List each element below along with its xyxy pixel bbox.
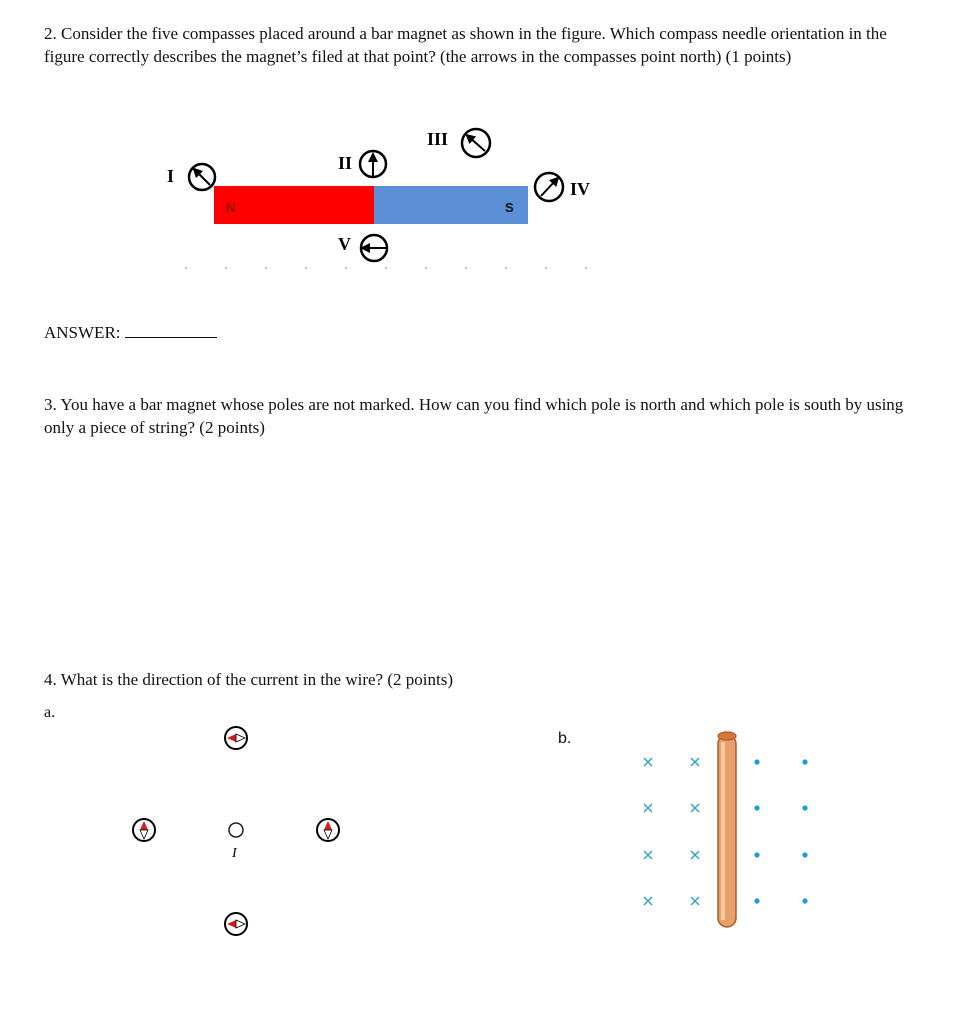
magnet-north-half <box>214 186 374 224</box>
part-b-label: b. <box>558 730 572 747</box>
current-label: I <box>232 846 237 861</box>
figure-4a <box>133 727 339 935</box>
bar-magnet-figure <box>167 129 610 268</box>
compass-I-label: I <box>167 166 175 186</box>
compass-4a-left <box>133 819 155 841</box>
compass-II-label: II <box>338 153 353 173</box>
dot-mark <box>802 805 807 810</box>
vertical-wire <box>718 732 736 927</box>
question-2-text: 2. Consider the five compasses placed around a bar magnet as shown in the figure. Which compass needle orientation in the figure correctly describes the magnet’s filed at that point? (the arrows in the compasses point north) (1 points) <box>44 24 887 66</box>
answer-blank[interactable] <box>125 323 217 338</box>
part-a-label: a. <box>44 704 56 721</box>
x-mark <box>691 897 699 905</box>
dot-mark <box>802 759 807 764</box>
compass-IV-label: IV <box>570 179 591 199</box>
x-mark <box>644 851 652 859</box>
answer-label: ANSWER: <box>44 323 121 342</box>
dot-mark <box>802 852 807 857</box>
compass-IV <box>535 173 563 201</box>
x-mark <box>644 804 652 812</box>
wire-cross-section <box>229 823 243 837</box>
compass-I <box>189 164 215 190</box>
compass-V <box>361 235 387 261</box>
answer-line <box>44 321 904 344</box>
field-out-of-page-marks <box>754 759 807 903</box>
x-mark <box>691 804 699 812</box>
compass-4a-top <box>225 727 247 749</box>
dot-mark <box>754 898 759 903</box>
question-4-text: 4. What is the direction of the current in the wire? (2 points) <box>44 670 453 689</box>
x-mark <box>691 758 699 766</box>
dot-mark <box>754 805 759 810</box>
x-mark <box>691 851 699 859</box>
dot-mark <box>802 898 807 903</box>
magnet-south-label: S <box>505 200 514 215</box>
dot-mark <box>754 759 759 764</box>
x-mark <box>644 758 652 766</box>
magnet-north-label: N <box>226 200 236 215</box>
x-mark <box>644 897 652 905</box>
compass-4a-bottom <box>225 913 247 935</box>
dot-mark <box>754 852 759 857</box>
compass-II <box>360 151 386 177</box>
compass-4a-right <box>317 819 339 841</box>
question-3-text: 3. You have a bar magnet whose poles are not marked. How can you find which pole is north and which pole is south by using only a piece of string? (2 points) <box>44 395 904 437</box>
compass-III-label: III <box>427 129 449 149</box>
compass-V-label: V <box>338 234 351 254</box>
field-into-page-marks <box>644 758 699 905</box>
compass-III <box>462 129 490 157</box>
figure-4b <box>644 732 808 927</box>
